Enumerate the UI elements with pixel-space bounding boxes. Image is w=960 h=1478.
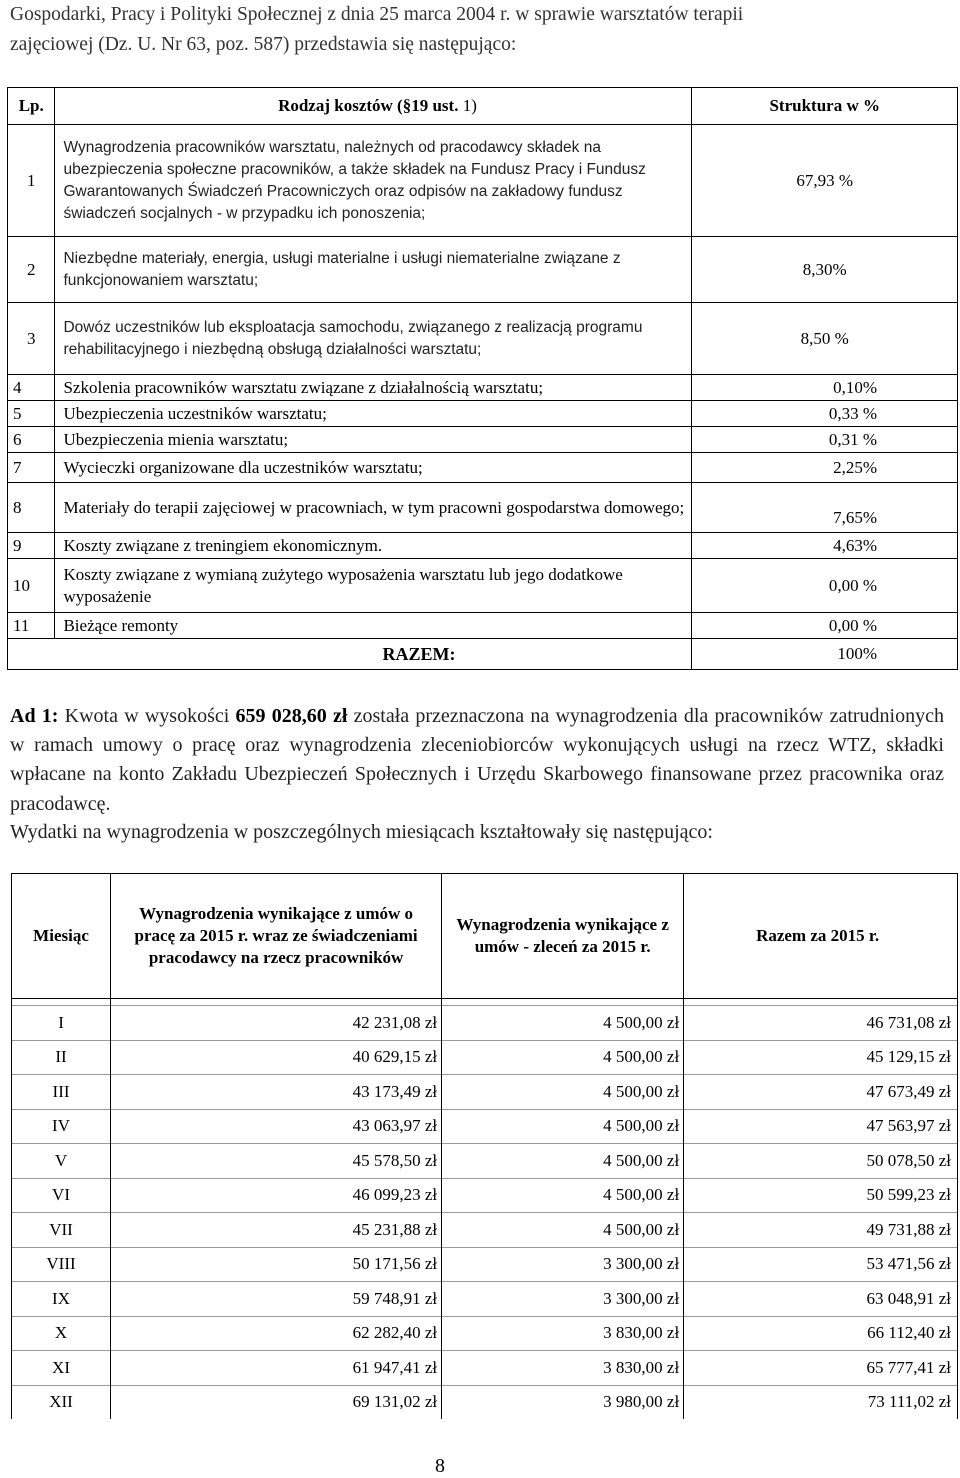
- header-contracts: Wynagrodzenia wynikające z umów - zleceń za 2015 r.: [442, 874, 684, 999]
- cost-desc: Niezbędne materiały, energia, usługi materialne i usługi niematerialne związane z funkcjonowaniem warsztatu;: [55, 237, 692, 303]
- cost-row: [8, 533, 958, 559]
- cost-desc: Wycieczki organizowane dla uczestników warsztatu;: [55, 453, 692, 483]
- cost-desc: Koszty związane z treningiem ekonomicznym.: [55, 533, 692, 559]
- cost-structure-table: [7, 87, 958, 670]
- salary-rows: [12, 1006, 958, 1420]
- cost-desc: Dowóz uczestników lub eksploatacja samochodu, związanego z realizacją programu rehabilitacyjnego i niezbędną obsługą działalności warsztatu;: [55, 303, 692, 375]
- cost-row: [8, 559, 958, 613]
- ad1-amount: 659 028,60 zł: [235, 705, 348, 727]
- cost-lp: 9: [8, 533, 55, 559]
- cost-value: 2,25%: [692, 453, 958, 483]
- salary-month: II: [12, 1040, 111, 1075]
- salary-employment: 69 131,02 zł: [111, 1385, 442, 1419]
- salary-employment: 45 578,50 zł: [111, 1144, 442, 1179]
- cost-value: 4,63%: [692, 533, 958, 559]
- cost-value: 0,31 %: [692, 427, 958, 453]
- monthly-salaries-table: [11, 873, 958, 1419]
- salary-total: 47 563,97 zł: [684, 1109, 958, 1144]
- cost-desc: Ubezpieczenia uczestników warsztatu;: [55, 401, 692, 427]
- header-lp: Lp.: [8, 88, 55, 125]
- salary-employment: 46 099,23 zł: [111, 1178, 442, 1213]
- salary-employment: 62 282,40 zł: [111, 1316, 442, 1351]
- salary-employment: 45 231,88 zł: [111, 1213, 442, 1248]
- salary-contracts: 3 830,00 zł: [442, 1316, 684, 1351]
- salary-month: VI: [12, 1178, 111, 1213]
- salary-contracts: 3 300,00 zł: [442, 1282, 684, 1317]
- cost-row: [8, 303, 958, 375]
- salary-total: 73 111,02 zł: [684, 1385, 958, 1419]
- salary-row: [12, 1316, 958, 1351]
- cost-lp: 2: [8, 237, 55, 303]
- salary-row: [12, 1144, 958, 1179]
- salary-month: V: [12, 1144, 111, 1179]
- cost-value: 0,00 %: [692, 613, 958, 639]
- salary-total: 50 078,50 zł: [684, 1144, 958, 1179]
- header-structure: Struktura w %: [692, 88, 958, 125]
- cost-value: 0,33 %: [692, 401, 958, 427]
- salary-employment: 50 171,56 zł: [111, 1247, 442, 1282]
- salary-total: 47 673,49 zł: [684, 1075, 958, 1110]
- cost-desc: Szkolenia pracowników warsztatu związane z działalnością warsztatu;: [55, 375, 692, 401]
- intro-paragraph: [10, 0, 955, 60]
- cost-row: [8, 453, 958, 483]
- salary-total: 45 129,15 zł: [684, 1040, 958, 1075]
- salary-row: [12, 1109, 958, 1144]
- ad1-paragraph: [10, 702, 944, 819]
- salary-employment: 43 063,97 zł: [111, 1109, 442, 1144]
- header-kind: [55, 88, 692, 125]
- salary-month: VIII: [12, 1247, 111, 1282]
- salary-contracts: 4 500,00 zł: [442, 1178, 684, 1213]
- cost-value: 0,10%: [692, 375, 958, 401]
- cost-lp: 4: [8, 375, 55, 401]
- salary-employment: 61 947,41 zł: [111, 1351, 442, 1386]
- cost-desc: Ubezpieczenia mienia warsztatu;: [55, 427, 692, 453]
- cost-lp: 6: [8, 427, 55, 453]
- salary-contracts: 4 500,00 zł: [442, 1144, 684, 1179]
- salary-employment: 40 629,15 zł: [111, 1040, 442, 1075]
- salary-row: [12, 1075, 958, 1110]
- cost-lp: 3: [8, 303, 55, 375]
- header-total: Razem za 2015 r.: [684, 874, 958, 999]
- cost-value: 0,00 %: [692, 559, 958, 613]
- salary-total: 53 471,56 zł: [684, 1247, 958, 1282]
- cost-row: [8, 401, 958, 427]
- salary-row: [12, 1006, 958, 1041]
- cost-row: [8, 237, 958, 303]
- cost-lp: 11: [8, 613, 55, 639]
- cost-lp: 7: [8, 453, 55, 483]
- salaries-header: [12, 874, 958, 999]
- cost-desc: Bieżące remonty: [55, 613, 692, 639]
- cost-value: 67,93 %: [692, 125, 958, 237]
- cost-lp: 5: [8, 401, 55, 427]
- cost-value: 8,50 %: [692, 303, 958, 375]
- salary-month: XI: [12, 1351, 111, 1386]
- salaries-gap: [12, 999, 958, 1006]
- salary-employment: 42 231,08 zł: [111, 1006, 442, 1041]
- salary-row: [12, 1040, 958, 1075]
- salary-row: [12, 1178, 958, 1213]
- salary-month: I: [12, 1006, 111, 1041]
- salary-employment: 43 173,49 zł: [111, 1075, 442, 1110]
- ad1-text-b: została przeznaczona na wynagrodzenia dla pracowników zatrudnionych w ramach umowy o pracę oraz wynagrodzenia zleceniobiorców wykonujących usługi na rzecz WTZ, składki wpłacane na konto Zakładu Ubezpieczeń Społecznych i Urzędu Skarbowego finansowane przez pracownika oraz pracodawcę.: [10, 705, 944, 815]
- salary-contracts: 4 500,00 zł: [442, 1109, 684, 1144]
- cost-table-header: [8, 88, 958, 125]
- intro-line-1: Gospodarki, Pracy i Polityki Społecznej z dnia 25 marca 2004 r. w sprawie warsztatów terapii: [10, 4, 744, 25]
- cost-row: [8, 613, 958, 639]
- salary-contracts: 4 500,00 zł: [442, 1213, 684, 1248]
- header-kind-text: Rodzaj kosztów (§19 ust.: [278, 96, 459, 115]
- ad1-text-a: Kwota w wysokości: [64, 705, 230, 727]
- cost-total-row: [8, 639, 958, 670]
- cost-row: [8, 125, 958, 237]
- salary-month: IX: [12, 1282, 111, 1317]
- salary-contracts: 3 980,00 zł: [442, 1385, 684, 1419]
- salary-total: 66 112,40 zł: [684, 1316, 958, 1351]
- cost-lp: 1: [8, 125, 55, 237]
- page-number: 8: [435, 1455, 445, 1477]
- salary-total: 49 731,88 zł: [684, 1213, 958, 1248]
- ad1-label: Ad 1:: [10, 705, 59, 727]
- salary-contracts: 4 500,00 zł: [442, 1006, 684, 1041]
- salary-month: VII: [12, 1213, 111, 1248]
- header-kind-note: 1): [462, 96, 477, 115]
- cost-value: 7,65%: [692, 483, 958, 533]
- cost-value: 8,30%: [692, 237, 958, 303]
- cost-row: [8, 483, 958, 533]
- intro-line-2: zajęciowej (Dz. U. Nr 63, poz. 587) przedstawia się następująco:: [10, 34, 517, 55]
- cost-lp: 10: [8, 559, 55, 613]
- ad1-text-c: Wydatki na wynagrodzenia w poszczególnych miesiącach kształtowały się następująco:: [10, 821, 713, 843]
- salary-row: [12, 1247, 958, 1282]
- cost-desc: Materiały do terapii zajęciowej w pracowniach, w tym pracowni gospodarstwa domowego;: [55, 483, 692, 533]
- total-value: 100%: [692, 639, 958, 670]
- header-employment: Wynagrodzenia wynikające z umów o pracę za 2015 r. wraz ze świadczeniami pracodawcy na rzecz pracowników: [111, 874, 442, 999]
- salary-contracts: 3 300,00 zł: [442, 1247, 684, 1282]
- salary-employment: 59 748,91 zł: [111, 1282, 442, 1317]
- salary-month: III: [12, 1075, 111, 1110]
- salary-contracts: 4 500,00 zł: [442, 1075, 684, 1110]
- cost-row: [8, 375, 958, 401]
- total-label: RAZEM:: [8, 639, 692, 670]
- salary-contracts: 4 500,00 zł: [442, 1040, 684, 1075]
- salary-total: 63 048,91 zł: [684, 1282, 958, 1317]
- salary-row: [12, 1282, 958, 1317]
- cost-lp: 8: [8, 483, 55, 533]
- salary-month: IV: [12, 1109, 111, 1144]
- salary-row: [12, 1213, 958, 1248]
- salary-total: 46 731,08 zł: [684, 1006, 958, 1041]
- salary-month: X: [12, 1316, 111, 1351]
- salary-contracts: 3 830,00 zł: [442, 1351, 684, 1386]
- salary-row: [12, 1351, 958, 1386]
- cost-row: [8, 427, 958, 453]
- cost-desc: Wynagrodzenia pracowników warsztatu, należnych od pracodawcy składek na ubezpieczenia społeczne pracowników, a także składek na Fundusz Pracy i Fundusz Gwarantowanych Świadczeń Pracowniczych oraz odpisów na zakładowy fundusz świadczeń socjalnych - w przypadku ich ponoszenia;: [55, 125, 692, 237]
- salary-total: 50 599,23 zł: [684, 1178, 958, 1213]
- salary-total: 65 777,41 zł: [684, 1351, 958, 1386]
- salary-month: XII: [12, 1385, 111, 1419]
- salary-row: [12, 1385, 958, 1419]
- cost-desc: Koszty związane z wymianą zużytego wyposażenia warsztatu lub jego dodatkowe wyposażenie: [55, 559, 692, 613]
- header-month: Miesiąc: [12, 874, 111, 999]
